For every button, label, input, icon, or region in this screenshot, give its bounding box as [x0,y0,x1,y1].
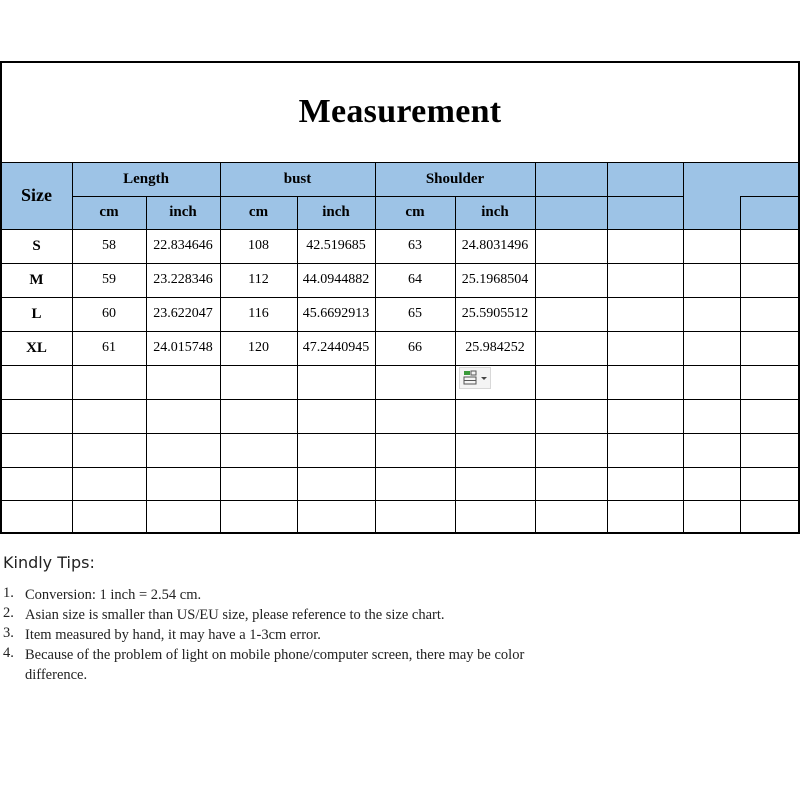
tip-text: Conversion: 1 inch = 2.54 cm. [25,587,202,603]
value-cell[interactable]: 59 [102,272,116,287]
grid-line [72,162,73,532]
value-cell[interactable]: 116 [248,306,269,321]
table-border [0,532,800,534]
tip-number: 2. [3,605,14,621]
value-cell[interactable]: 60 [102,306,116,321]
value-cell[interactable]: 47.2440945 [302,340,370,355]
value-cell[interactable]: 108 [248,238,269,253]
group-header: Shoulder [375,162,535,196]
value-cell[interactable]: 112 [248,272,269,287]
value-cell[interactable]: 66 [408,340,422,355]
grid-line [0,263,800,264]
value-cell[interactable]: 25.984252 [465,340,525,355]
unit-header: inch [297,196,375,229]
grid-line [146,196,147,532]
grid-line [0,399,800,400]
unit-header: cm [72,196,146,229]
grid-line [72,196,683,197]
grid-line [375,162,376,532]
grid-line [0,162,800,163]
value-cell[interactable]: 24.8031496 [461,238,529,253]
unit-header: cm [220,196,297,229]
group-header: bust [220,162,375,196]
size-cell[interactable]: XL [26,339,47,356]
grid-line [607,162,608,532]
size-cell[interactable]: S [32,237,41,254]
size-cell[interactable]: L [31,305,42,322]
tip-item [3,605,585,625]
value-cell[interactable]: 63 [408,238,422,253]
value-cell[interactable]: 65 [408,306,422,321]
grid-line [683,162,684,532]
size-cell[interactable]: M [29,271,44,288]
size-chart-table [0,61,800,533]
grid-line [0,229,800,230]
value-cell[interactable]: 23.228346 [153,272,213,287]
tip-text: Because of the problem of light on mobile phone/computer screen, there may be color difference. [25,647,525,683]
value-cell[interactable]: 42.519685 [306,238,366,253]
value-cell[interactable]: 58 [102,238,116,253]
grid-line [740,196,799,197]
tip-item [3,585,585,605]
grid-line [0,433,800,434]
unit-header: cm [375,196,455,229]
grid-line [297,196,298,532]
tip-item [3,625,585,645]
group-header: Length [72,162,220,196]
value-cell[interactable]: 23.622047 [153,306,213,321]
grid-line [0,365,800,366]
value-cell[interactable]: 120 [248,340,269,355]
tip-number: 4. [3,645,14,661]
size-header: Size [1,162,72,229]
grid-line [455,196,456,532]
unit-header: inch [146,196,220,229]
value-cell[interactable]: 44.0944882 [302,272,370,287]
tip-number: 3. [3,625,14,641]
table-title: Measurement [298,92,502,130]
table-border [0,61,800,63]
tips-heading: Kindly Tips: [3,553,95,572]
tip-item [3,645,585,685]
value-cell[interactable]: 45.6692913 [302,306,370,321]
grid-line [0,331,800,332]
tip-text: Item measured by hand, it may have a 1-3cm error. [25,627,321,643]
grid-line [740,196,741,532]
paste-options-icon[interactable] [459,367,491,389]
value-cell[interactable]: 24.015748 [153,340,213,355]
value-cell[interactable]: 64 [408,272,422,287]
value-cell[interactable]: 25.5905512 [461,306,529,321]
tip-number: 1. [3,585,14,601]
grid-line [535,162,536,532]
tip-text: Asian size is smaller than US/EU size, please reference to the size chart. [25,607,445,623]
value-cell[interactable]: 25.1968504 [461,272,529,287]
grid-line [220,162,221,532]
unit-header: inch [455,196,535,229]
value-cell[interactable]: 61 [102,340,116,355]
grid-line [0,297,800,298]
grid-line [0,500,800,501]
grid-line [0,467,800,468]
value-cell[interactable]: 22.834646 [153,238,213,253]
